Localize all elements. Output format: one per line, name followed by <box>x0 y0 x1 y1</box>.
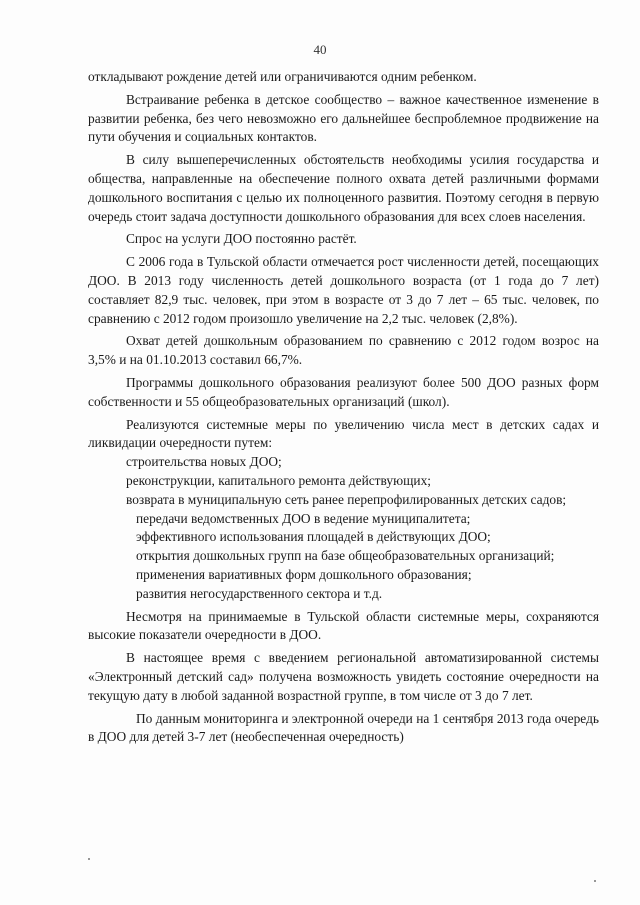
scan-speck <box>88 858 90 860</box>
list-item: возврата в муниципальную сеть ранее перепрофилированных детских садов; <box>126 491 567 507</box>
paragraph: В силу вышеперечисленных обстоятельств необходимы усилия государства и общества, направленные на обеспечение полного охвата детей различными формами дошкольного воспитания с целью их полноценного развития. Поэтому сегодня в первую очередь стоит задача доступности дошкольного образования для всех слоев населения. <box>88 152 599 224</box>
list-item: строительства новых ДОО; <box>126 454 282 470</box>
document-body <box>88 68 599 747</box>
paragraph: Спрос на услуги ДОО постоянно растёт. <box>126 231 357 247</box>
paragraph: В настоящее время с введением региональной автоматизированной системы «Электронный детский сад» получена возможность увидеть состояние очередности на текущую дату в любой заданной возрастной группе, в том числе от 3 до 7 лет. <box>88 650 599 703</box>
list-item: открытия дошкольных групп на базе общеобразовательных организаций; <box>136 548 555 564</box>
paragraph: Охват детей дошкольным образованием по сравнению с 2012 годом возрос на 3,5% и на 01.10.2013 составил 66,7%. <box>88 333 599 368</box>
paragraph: Реализуются системные меры по увеличению числа мест в детских садах и ликвидации очередности путем: <box>88 416 599 451</box>
paragraph: откладывают рождение детей или ограничиваются одним ребенком. <box>88 69 477 84</box>
list-item: применения вариативных форм дошкольного образования; <box>136 566 472 582</box>
scan-speck <box>594 880 596 882</box>
paragraph: Встраивание ребенка в детское сообщество – важное качественное изменение в развитии ребенка, без чего невозможно его дальнейшее беспроблемное продвижение на пути обучения и социальных контактов. <box>88 91 599 145</box>
page-number: 40 <box>313 42 327 57</box>
list-item: передачи ведомственных ДОО в ведение муниципалитета; <box>136 510 471 526</box>
paragraph: По данным мониторинга и электронной очереди на 1 сентября 2013 года очередь в ДОО для детей 3-7 лет (необеспеченная очередность) <box>88 710 599 745</box>
paragraph: Программы дошкольного образования реализуют более 500 ДОО разных форм собственности и 55 общеобразовательных организаций (школ). <box>88 374 599 409</box>
list-item: реконструкции, капитального ремонта действующих; <box>126 472 431 488</box>
list-item: развития негосударственного сектора и т.д. <box>136 585 383 601</box>
paragraph: Несмотря на принимаемые в Тульской области системные меры, сохраняются высокие показатели очередности в ДОО. <box>88 608 599 643</box>
paragraph: С 2006 года в Тульской области отмечается рост численности детей, посещающих ДОО. В 2013 году численность детей дошкольного возраста (от 1 года до 7 лет) составляет 82,9 тыс. человек, при этом в возрасте от 3 до 7 лет – 65 тыс. человек, по сравнению с 2012 годом произошло увеличение на 2,2 тыс. человек (2,8%). <box>88 254 599 326</box>
list-item: эффективного использования площадей в действующих ДОО; <box>136 529 491 545</box>
